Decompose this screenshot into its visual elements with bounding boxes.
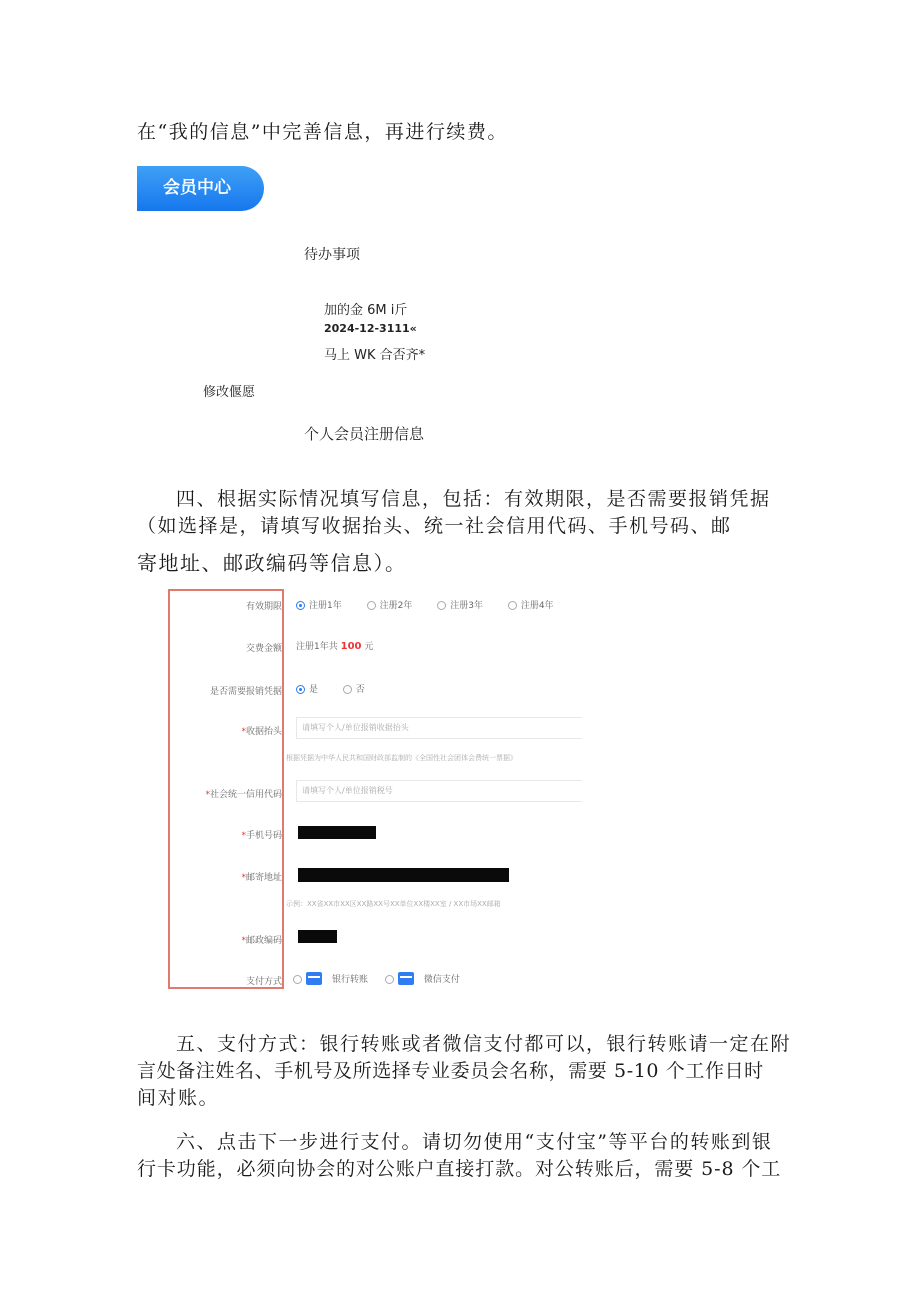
validity-option-1[interactable]: 注册1年 <box>296 598 342 611</box>
reimburse-options <box>296 682 387 695</box>
registration-title: 个人会员注册信息 <box>304 425 425 443</box>
phone-redacted[interactable] <box>298 826 376 839</box>
fee-label: 交费金额 <box>245 644 282 654</box>
receipt-title-hint: 根据凭据为中华人民共和国财政部监制的《全国性社会团体会费统一票据》 <box>286 754 517 762</box>
validity-option-4[interactable]: 注册4年 <box>508 598 554 611</box>
validity-label: 有效期限 <box>245 602 282 612</box>
para4-line3: 寄地址、邮政编码等信息）。 <box>137 551 407 575</box>
reimburse-option-no[interactable]: 否 <box>343 682 365 695</box>
para4-line1: 四、根据实际情况填写信息，包括：有效期限，是否需要报销凭据 <box>176 488 771 510</box>
radio-icon <box>343 685 352 694</box>
validity-option-3[interactable]: 注册3年 <box>437 598 483 611</box>
address-redacted[interactable] <box>298 868 509 882</box>
modify-info-link[interactable]: 修改偃愿 <box>203 385 256 400</box>
credit-code-input[interactable]: 请填写个人/单位报销税号 <box>296 780 582 802</box>
radio-icon <box>508 601 517 610</box>
radio-icon <box>367 601 376 610</box>
receipt-title-input[interactable]: 请填写个人/单位报销收据抬头 <box>296 717 582 739</box>
radio-icon <box>437 601 446 610</box>
radio-icon <box>293 975 302 984</box>
fee-amount: 100 <box>340 641 362 652</box>
radio-icon <box>385 975 394 984</box>
fee-value: 注册1年共 100 元 <box>296 641 374 652</box>
todo-title: 待办事项 <box>304 247 360 263</box>
validity-options <box>296 598 554 611</box>
receipt-title-label: *收据抬头 <box>241 727 282 737</box>
phone-label: *手机号码 <box>241 831 282 841</box>
radio-selected-icon <box>296 601 305 610</box>
para6-line2: 行卡功能，必须向协会的对公账户直接打款。对公转账后，需要 5-8 个工 <box>137 1158 782 1180</box>
credit-code-label: *社会统一信用代码 <box>205 790 282 800</box>
address-label: *邮寄地址 <box>241 873 282 883</box>
bank-card-icon <box>306 972 322 985</box>
todo-line-1: 加的金 6M ⅰ斤 <box>324 303 408 318</box>
address-hint: 示例：XX省XX市XX区XX路XX号XX单位XX楼XX室 / XX市场XX邮箱 <box>286 900 501 908</box>
para5-line1: 五、支付方式：银行转账或者微信支付都可以，银行转账请一定在附 <box>176 1033 792 1055</box>
postcode-label: *邮政编码 <box>241 936 282 946</box>
payment-option-bank[interactable]: 银行转账 <box>293 972 368 985</box>
radio-selected-icon <box>296 685 305 694</box>
payment-label: 支付方式 <box>245 977 282 987</box>
para5-line2: 言处备注姓名、手机号及所选择专业委员会名称，需要 5-10 个工作日时 <box>137 1060 764 1082</box>
postcode-redacted[interactable] <box>298 930 337 943</box>
wechat-pay-icon <box>398 972 414 985</box>
validity-option-2[interactable]: 注册2年 <box>367 598 413 611</box>
todo-line-3[interactable]: 马上 WK 合否齐* <box>324 348 426 363</box>
para6-line1: 六、点击下一步进行支付。请切勿使用“支付宝”等平台的转账到银 <box>176 1131 773 1153</box>
para4-line2: （如选择是，请填写收据抬头、统一社会信用代码、手机号码、邮 <box>137 515 732 537</box>
member-center-button[interactable]: 会员中心 <box>137 166 264 211</box>
intro-text: 在“我的信息”中完善信息，再进行续费。 <box>137 121 508 143</box>
para5-line3: 间对账。 <box>137 1087 220 1109</box>
payment-options <box>293 972 482 985</box>
reimburse-option-yes[interactable]: 是 <box>296 682 318 695</box>
reimburse-label: 是否需要报销凭据 <box>209 687 282 697</box>
registration-form <box>168 577 582 992</box>
payment-option-wechat[interactable]: 微信支付 <box>385 972 460 985</box>
todo-date: 2024-12-3111« <box>324 322 417 335</box>
